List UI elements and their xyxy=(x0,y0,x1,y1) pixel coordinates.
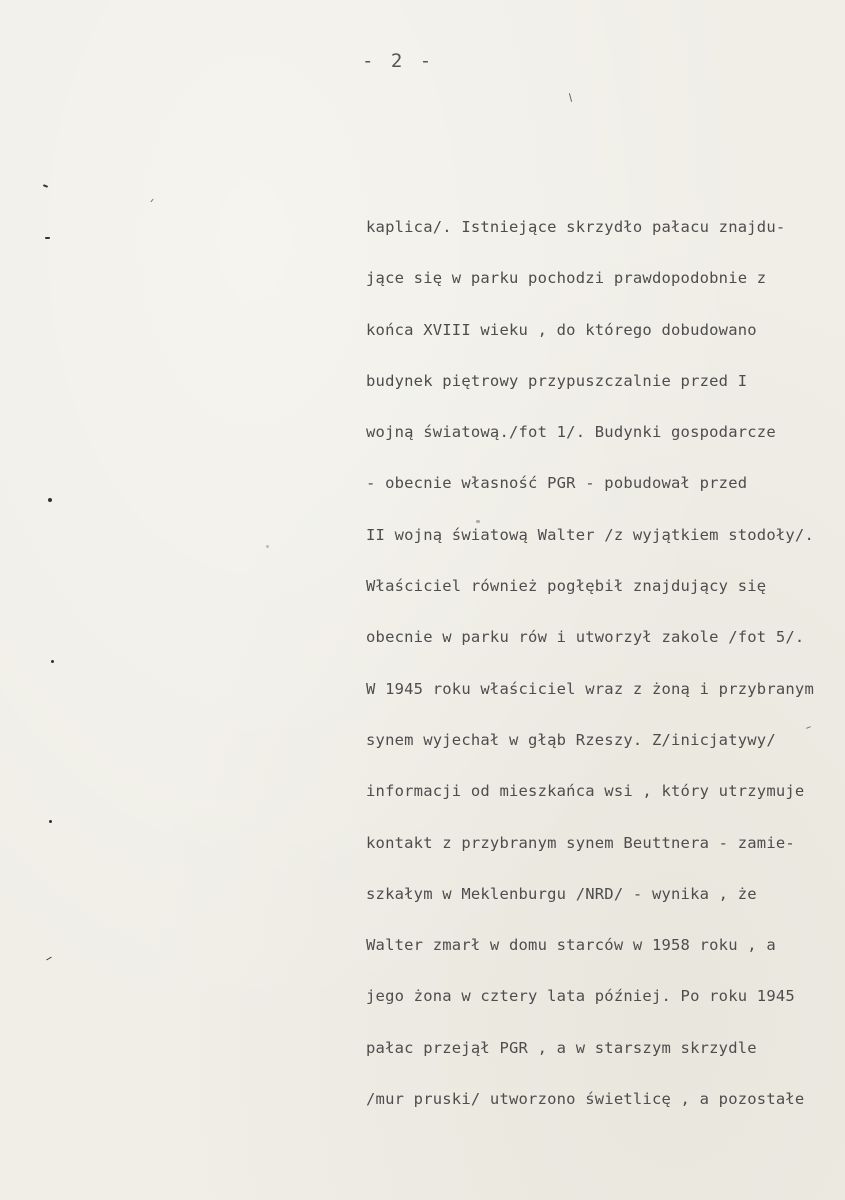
body-text xyxy=(366,202,814,1125)
text-line: budynek piętrowy przypuszczalnie przed I xyxy=(366,371,748,390)
text-line: kaplica/. Istniejące skrzydło pałacu znajdu- xyxy=(366,218,786,236)
paper-speck xyxy=(43,184,48,188)
text-line: /mur pruski/ utworzono świetlicę , a pozostałe xyxy=(366,1090,805,1109)
paper-speck xyxy=(49,820,52,823)
text-line: informacji od mieszkańca wsi , który utrzymuje xyxy=(366,782,805,801)
text-line: Walter zmarł w domu starców w 1958 roku , a xyxy=(366,936,776,955)
paper-speck xyxy=(51,660,54,663)
paper-speck xyxy=(569,93,572,102)
paper-speck xyxy=(48,498,52,502)
text-line: pałac przejął PGR , a w starszym skrzydle xyxy=(366,1038,757,1057)
paper-speck xyxy=(46,957,52,961)
text-line: jące się w parku pochodzi prawdopodobnie z xyxy=(366,269,767,288)
page-number: - 2 - xyxy=(362,50,435,72)
text-line: szkałym w Meklenburgu /NRD/ - wynika , że xyxy=(366,884,757,903)
text-line: obecnie w parku rów i utworzył zakole /fot 5/. xyxy=(366,628,805,647)
text-line: synem wyjechał w głąb Rzeszy. Z/inicjatywy/ xyxy=(366,730,776,749)
paper-speck xyxy=(476,520,480,523)
text-line: - obecnie własność PGR - pobudował przed xyxy=(366,474,748,493)
paper-speck xyxy=(45,237,50,239)
text-line: wojną światową./fot 1/. Budynki gospodarcze xyxy=(366,423,776,442)
text-line: W 1945 roku właściciel wraz z żoną i przybranym xyxy=(366,679,814,698)
text-line: kontakt z przybranym synem Beuttnera - zamie- xyxy=(366,833,795,852)
paper-speck xyxy=(266,545,269,548)
text-line: II wojną światową Walter /z wyjątkiem stodoły/. xyxy=(366,525,814,544)
text-line: końca XVIII wieku , do którego dobudowano xyxy=(366,320,757,339)
paper-speck xyxy=(150,199,153,203)
text-line: Właściciel również pogłębił znajdujący się xyxy=(366,577,767,596)
text-line: jego żona w cztery lata później. Po roku 1945 xyxy=(366,987,795,1006)
